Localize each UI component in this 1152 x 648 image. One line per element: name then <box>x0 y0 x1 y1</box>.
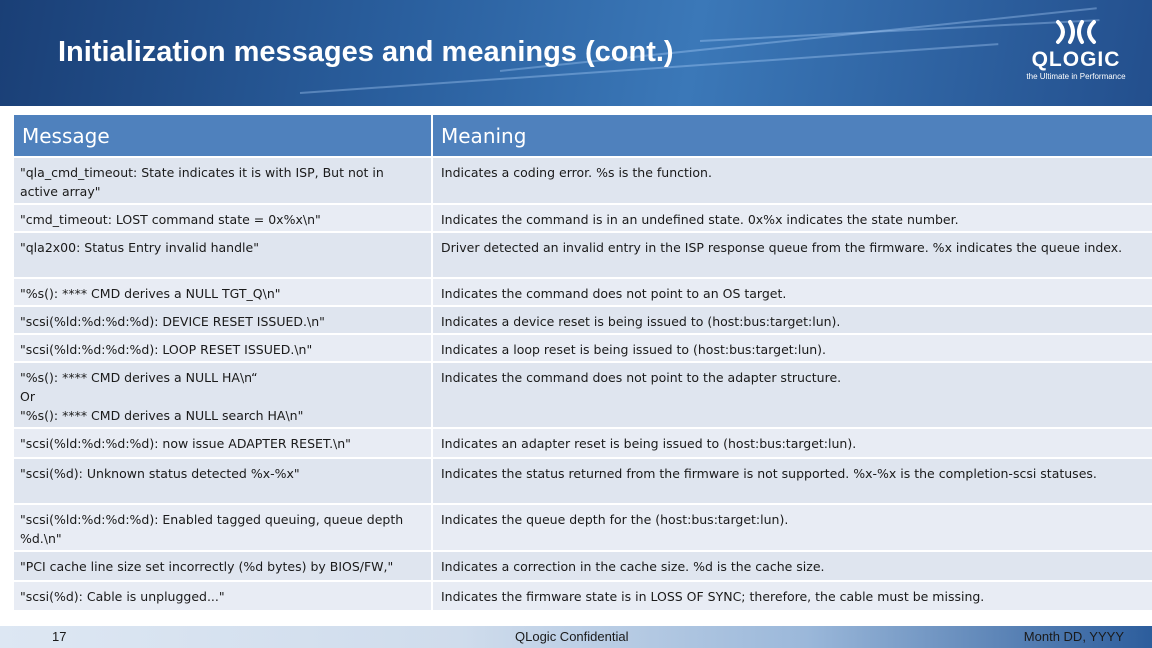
message-cell: "cmd_timeout: LOST command state = 0x%x\n" <box>13 204 432 232</box>
message-cell: "scsi(%ld:%d:%d:%d): Enabled tagged queuing, queue depth %d.\n" <box>13 504 432 551</box>
date-placeholder: Month DD, YYYY <box>1023 629 1124 644</box>
message-cell: "scsi(%ld:%d:%d:%d): LOOP RESET ISSUED.\n" <box>13 334 432 362</box>
table-row <box>13 581 1152 611</box>
table-row <box>13 306 1152 334</box>
table-row <box>13 204 1152 232</box>
table-header-row <box>13 114 1152 157</box>
qlogic-logo <box>1026 18 1126 93</box>
meaning-cell: Indicates the command is in an undefined state. 0x%x indicates the state number. <box>432 204 1152 232</box>
table-row <box>13 458 1152 504</box>
logo-tagline: the Ultimate in Performance <box>1026 72 1126 81</box>
message-cell: "scsi(%ld:%d:%d:%d): now issue ADAPTER RESET.\n" <box>13 428 432 458</box>
header-banner <box>0 0 1152 106</box>
message-cell: "qla2x00: Status Entry invalid handle" <box>13 232 432 278</box>
meaning-cell: Indicates the status returned from the firmware is not supported. %x-%x is the completion-scsi statuses. <box>432 458 1152 504</box>
meaning-cell: Indicates the queue depth for the (host:bus:target:lun). <box>432 504 1152 551</box>
table-row <box>13 278 1152 306</box>
table-row <box>13 157 1152 204</box>
meaning-cell: Indicates the command does not point to an OS target. <box>432 278 1152 306</box>
column-header-message: Message <box>13 114 432 157</box>
message-cell: "%s(): **** CMD derives a NULL TGT_Q\n" <box>13 278 432 306</box>
meaning-cell: Indicates a device reset is being issued to (host:bus:target:lun). <box>432 306 1152 334</box>
message-cell: "PCI cache line size set incorrectly (%d bytes) by BIOS/FW," <box>13 551 432 581</box>
page-number: 17 <box>52 629 67 644</box>
table-row <box>13 334 1152 362</box>
meaning-cell: Indicates a loop reset is being issued to (host:bus:target:lun). <box>432 334 1152 362</box>
meaning-cell: Indicates the firmware state is in LOSS OF SYNC; therefore, the cable must be missing. <box>432 581 1152 611</box>
meaning-cell: Indicates an adapter reset is being issued to (host:bus:target:lun). <box>432 428 1152 458</box>
meaning-cell: Indicates a coding error. %s is the function. <box>432 157 1152 204</box>
meaning-cell: Indicates the command does not point to the adapter structure. <box>432 362 1152 428</box>
slide-title: Initialization messages and meanings (cont.) <box>58 36 674 68</box>
message-cell: "scsi(%ld:%d:%d:%d): DEVICE RESET ISSUED.\n" <box>13 306 432 334</box>
table-row <box>13 362 1152 428</box>
confidential-label: QLogic Confidential <box>515 629 629 644</box>
column-header-meaning: Meaning <box>432 114 1152 157</box>
meaning-cell: Indicates a correction in the cache size. %d is the cache size. <box>432 551 1152 581</box>
table-row <box>13 551 1152 581</box>
meaning-cell: Driver detected an invalid entry in the ISP response queue from the firmware. %x indicates the queue index. <box>432 232 1152 278</box>
message-cell: "qla_cmd_timeout: State indicates it is with ISP, But not in active array" <box>13 157 432 204</box>
messages-table <box>12 113 1152 612</box>
footer-bar <box>0 626 1152 648</box>
table-row <box>13 504 1152 551</box>
message-cell: "scsi(%d): Cable is unplugged..." <box>13 581 432 611</box>
message-cell: "%s(): **** CMD derives a NULL HA\n“ Or "%s(): **** CMD derives a NULL search HA\n" <box>13 362 432 428</box>
table-row <box>13 428 1152 458</box>
qlogic-swirl-icon <box>1054 18 1098 46</box>
message-cell: "scsi(%d): Unknown status detected %x-%x" <box>13 458 432 504</box>
logo-wordmark: QLOGIC <box>1031 48 1121 71</box>
table-row <box>13 232 1152 278</box>
